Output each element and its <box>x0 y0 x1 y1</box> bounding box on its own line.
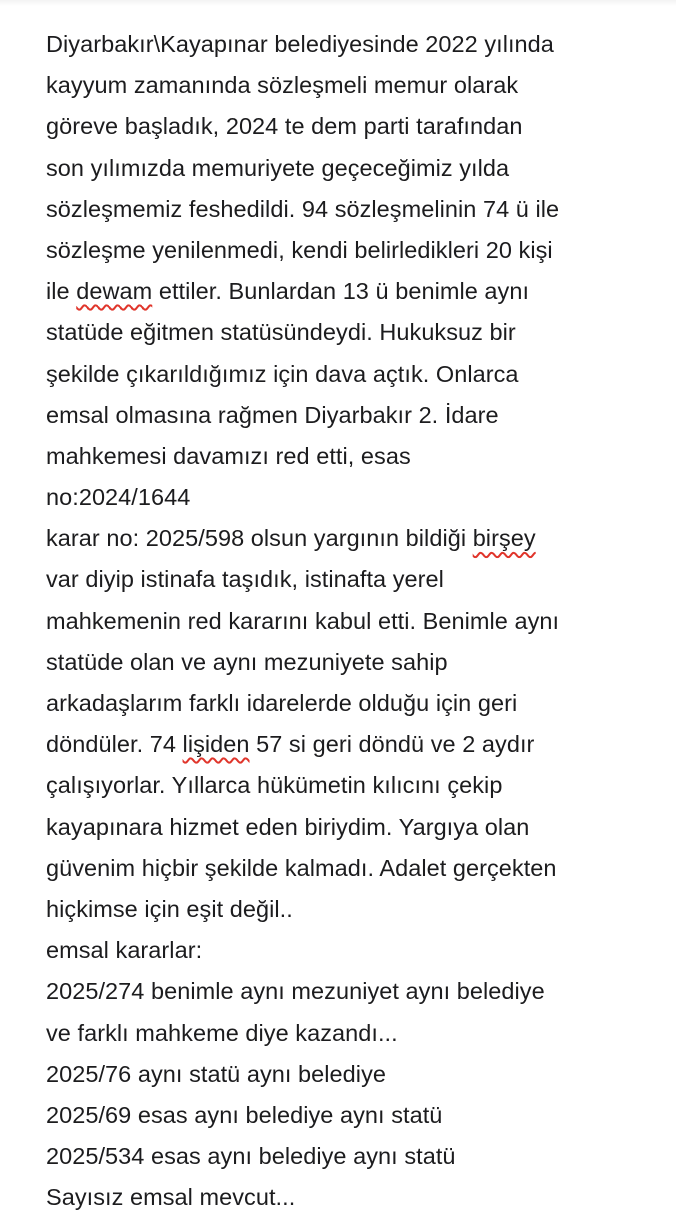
text-line <box>46 1013 666 1054</box>
text-segment: güvenim hiçbir şekilde kalmadı. Adalet gerçekten <box>46 854 557 881</box>
text-segment: no:2024/1644 <box>46 484 191 511</box>
text-line <box>46 559 666 600</box>
text-line <box>46 642 666 683</box>
text-line <box>46 312 666 353</box>
text-line <box>46 271 666 312</box>
text-segment: hiçkimse için eşit değil.. <box>46 895 293 922</box>
text-line <box>46 65 666 106</box>
text-line <box>46 24 666 65</box>
text-segment: karar no: 2025/598 olsun yargının bildiği <box>46 525 473 552</box>
text-segment: emsal olmasına rağmen Diyarbakır 2. İdare <box>46 401 499 428</box>
text-segment: sözleşme yenilenmedi, kendi belirledikleri 20 kişi <box>46 236 553 263</box>
text-line <box>46 601 666 642</box>
text-segment: 2025/274 benimle aynı mezuniyet aynı belediye <box>46 978 545 1005</box>
text-line <box>46 724 666 765</box>
text-segment: emsal kararlar: <box>46 937 203 964</box>
text-line <box>46 930 666 971</box>
misspelled-word[interactable]: birşey <box>472 525 536 552</box>
text-segment: döndüler. 74 <box>46 731 183 758</box>
text-segment: göreve başladık, 2024 te dem parti tarafından <box>46 113 523 140</box>
text-line <box>46 971 666 1012</box>
top-edge-shadow <box>0 0 676 6</box>
text-segment: son yılımızda memuriyete geçeceğimiz yılda <box>46 154 510 181</box>
text-segment: mahkemesi davamızı red etti, esas <box>46 442 411 469</box>
text-line <box>46 683 666 724</box>
text-line <box>46 1054 666 1095</box>
text-line <box>46 106 666 147</box>
text-segment: 2025/69 esas aynı belediye aynı statü <box>46 1101 443 1128</box>
text-segment: şekilde çıkarıldığımız için dava açtık. Onlarca <box>46 360 519 387</box>
text-segment: Sayısız emsal mevcut... <box>46 1184 296 1211</box>
text-line <box>46 1177 666 1218</box>
text-segment: var diyip istinafa taşıdık, istinafta yerel <box>46 566 444 593</box>
text-line <box>46 230 666 271</box>
text-line <box>46 354 666 395</box>
text-segment: statüde eğitmen statüsündeydi. Hukuksuz bir <box>46 319 516 346</box>
text-segment: kayyum zamanında sözleşmeli memur olarak <box>46 72 519 99</box>
text-line <box>46 807 666 848</box>
text-line <box>46 148 666 189</box>
text-line <box>46 848 666 889</box>
text-line <box>46 477 666 518</box>
misspelled-word[interactable]: dewam <box>76 278 153 305</box>
text-segment: ettiler. Bunlardan 13 ü benimle aynı <box>152 278 530 305</box>
text-segment: sözleşmemiz feshedildi. 94 sözleşmelinin 74 ü ile <box>46 195 560 222</box>
text-line <box>46 189 666 230</box>
text-line <box>46 518 666 559</box>
text-segment: statüde olan ve aynı mezuniyete sahip <box>46 648 448 675</box>
text-line <box>46 1095 666 1136</box>
text-segment: 2025/534 esas aynı belediye aynı statü <box>46 1143 456 1170</box>
text-line <box>46 889 666 930</box>
text-line <box>46 436 666 477</box>
text-segment: 2025/76 aynı statü aynı belediye <box>46 1060 386 1087</box>
text-segment: kayapınara hizmet eden biriydim. Yargıya olan <box>46 813 530 840</box>
text-segment: arkadaşlarım farklı idarelerde olduğu için geri <box>46 690 518 716</box>
text-segment: mahkemenin red kararını kabul etti. Benimle aynı <box>46 607 560 634</box>
text-segment: çalışıyorlar. Yıllarca hükümetin kılıcını çekip <box>46 772 503 799</box>
text-line <box>46 765 666 806</box>
text-segment: ve farklı mahkeme diye kazandı... <box>46 1019 398 1046</box>
misspelled-word[interactable]: lişiden <box>182 731 250 758</box>
text-line <box>46 395 666 436</box>
text-segment: ile <box>46 278 77 305</box>
text-segment: Diyarbakır\Kayapınar belediyesinde 2022 yılında <box>46 31 554 57</box>
text-line <box>46 1136 666 1177</box>
text-segment: 57 si geri döndü ve 2 aydır <box>249 731 535 758</box>
note-body-text[interactable] <box>46 24 666 1218</box>
